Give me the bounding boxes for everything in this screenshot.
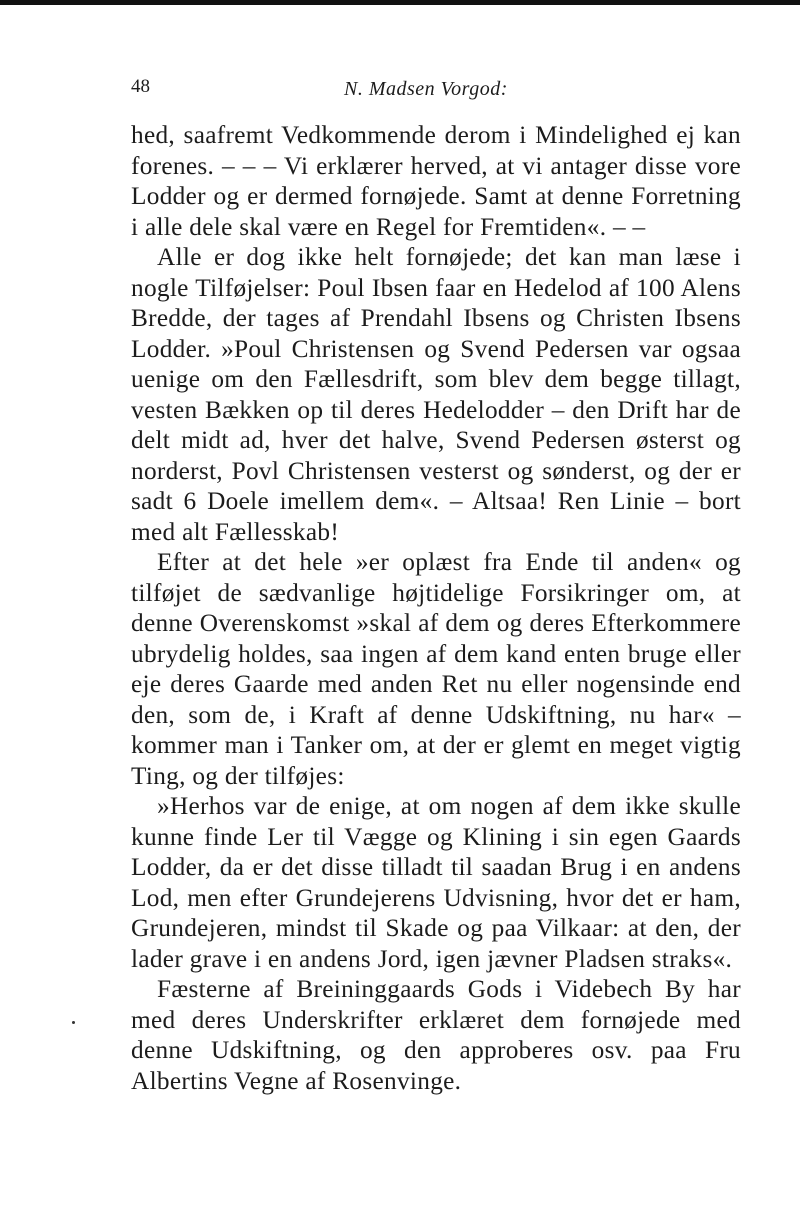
paragraph: Fæsterne af Breininggaards Gods i Videbech By har med deres Underskrifter erklæret dem fornøjede med denne Udskiftning, og den approberes osv. paa Fru Albertins Vegne af Rosenvinge. xyxy=(131,975,741,1095)
top-border xyxy=(0,0,800,5)
paragraph: Efter at det hele »er oplæst fra Ende til anden« og tilføjet de sædvanlige højtidelige Forsikringer om, at denne Overenskomst »skal af dem og deres Efterkommere ubrydelig holdes, saa ingen af dem kand enten bruge eller eje deres Gaarde med anden Ret nu eller nogensinde end den, som de, i Kraft af denne Udskiftning, nu har« – kommer man i Tanker om, at der er glemt en meget vigtig Ting, og der tilføjes: xyxy=(131,548,741,790)
paragraph: Alle er dog ikke helt fornøjede; det kan man læse i nogle Tilføjelser: Poul Ibsen faar en Hedelod af 100 Alens Bredde, der tages af Prendahl Ibsens og Christen Ibsens Lodder. »Poul Christensen og Svend Pedersen var ogsaa uenige om den Fællesdrift, som blev dem begge tillagt, vesten Bækken op til deres Hedelodder – den Drift har de delt midt ad, hver det halve, Svend Pedersen østerst og norderst, Povl Christensen vesterst og sønderst, og der er sadt 6 Doele imellem dem«. – Altsaa! Ren Linie – bort med alt Fællesskab! xyxy=(131,243,741,546)
page-header xyxy=(131,70,741,110)
page-number: 48 xyxy=(131,76,150,97)
body-text xyxy=(131,120,741,1096)
scan-speck xyxy=(72,1021,75,1024)
running-title: N. Madsen Vorgod: xyxy=(344,78,508,100)
paragraph-quote: »Herhos var de enige, at om nogen af dem ikke skulle kunne finde Ler til Vægge og Klining i sin egen Gaards Lodder, da er det disse tilladt til saadan Brug i en andens Lod, men efter Grundejerens Udvisning, hvor det er ham, Grundejeren, mindst til Skade og paa Vilkaar: at den, der lader grave i en andens Jord, igen jævner Pladsen straks«. xyxy=(131,792,741,973)
book-page xyxy=(131,70,741,1096)
paragraph-continuation: hed, saafremt Vedkommende derom i Mindelighed ej kan forenes. – – – Vi erklærer herved, at vi antager disse vore Lodder og er dermed fornøjede. Samt at denne Forretning i alle dele skal være en Regel for Fremtiden«. – – xyxy=(131,121,741,241)
